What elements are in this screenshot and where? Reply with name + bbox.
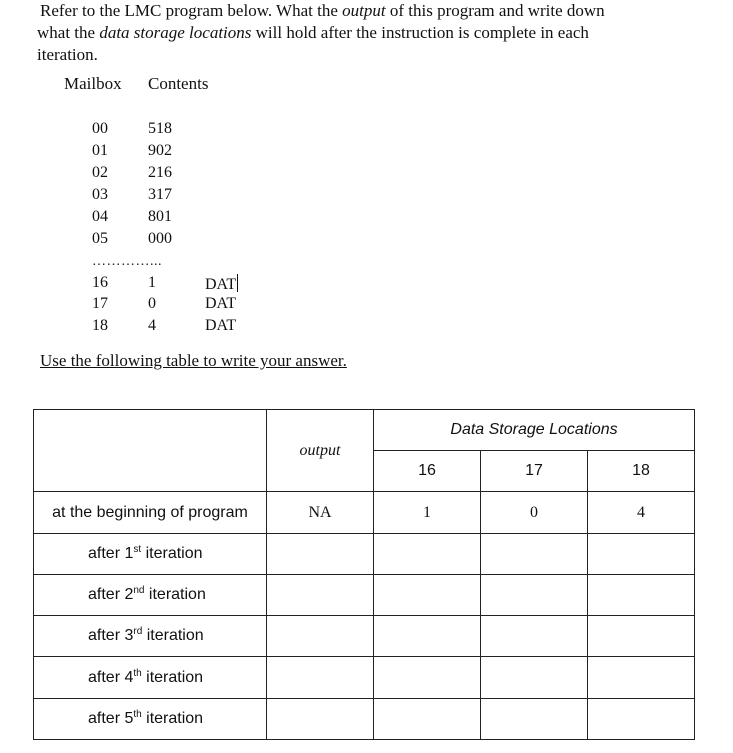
row-label-start: at the beginning of program	[34, 492, 267, 534]
answer-cell-16[interactable]	[374, 616, 481, 657]
row-label-iter5: after 5th iteration	[34, 699, 267, 740]
answer-cell-output[interactable]	[267, 699, 374, 740]
mailbox-00: 00	[92, 120, 108, 137]
question-text	[37, 0, 727, 66]
mailbox-17: 17	[92, 295, 108, 312]
answer-cell-17[interactable]	[481, 575, 588, 616]
type-16	[205, 274, 238, 294]
table-row	[34, 699, 695, 740]
answer-cell-18[interactable]	[588, 575, 695, 616]
mailbox-05: 05	[92, 230, 108, 247]
question-line1-end: of this program and write down	[385, 1, 605, 20]
row-label-iter2: after 2nd iteration	[34, 575, 267, 616]
mailbox-02: 02	[92, 164, 108, 181]
loc-header-17: 17	[481, 451, 588, 492]
contents-01: 902	[148, 142, 172, 159]
table-row	[34, 657, 695, 699]
contents-02: 216	[148, 164, 172, 181]
answer-cell-16[interactable]	[374, 657, 481, 699]
mailbox-01: 01	[92, 142, 108, 159]
listing-ellipsis: …………...	[92, 254, 162, 269]
answer-cell-17[interactable]	[481, 616, 588, 657]
type-17: DAT	[205, 295, 237, 312]
question-line3: iteration.	[37, 45, 98, 64]
question-emphasis-output: output	[342, 1, 386, 20]
answer-cell-17[interactable]	[481, 534, 588, 575]
contents-03: 317	[148, 186, 172, 203]
start-value-16: 1	[374, 492, 481, 534]
question-emphasis-dsl: data storage locations	[99, 23, 252, 42]
answer-cell-output[interactable]	[267, 657, 374, 699]
start-value-17: 0	[481, 492, 588, 534]
mailbox-header: Mailbox	[64, 74, 122, 93]
row-label-iter4: after 4th iteration	[34, 657, 267, 699]
answer-cell-16[interactable]	[374, 699, 481, 740]
contents-17: 0	[148, 295, 156, 312]
table-row	[34, 492, 695, 534]
loc-header-16: 16	[374, 451, 481, 492]
answer-cell-output[interactable]	[267, 575, 374, 616]
contents-00: 518	[148, 120, 172, 137]
answer-cell-18[interactable]	[588, 616, 695, 657]
answer-cell-17[interactable]	[481, 657, 588, 699]
answer-cell-18[interactable]	[588, 699, 695, 740]
row-label-iter1: after 1st iteration	[34, 534, 267, 575]
output-header: output	[267, 410, 374, 492]
question-line2: what the	[37, 23, 100, 42]
table-row	[34, 575, 695, 616]
contents-04: 801	[148, 208, 172, 225]
question-line1: Refer to the LMC program below. What the	[40, 1, 343, 20]
answer-cell-16[interactable]	[374, 575, 481, 616]
loc-header-18: 18	[588, 451, 695, 492]
answer-cell-18[interactable]	[588, 534, 695, 575]
table-row	[34, 616, 695, 657]
answer-table	[33, 409, 695, 740]
text-cursor	[237, 274, 238, 292]
mailbox-03: 03	[92, 186, 108, 203]
mailbox-04: 04	[92, 208, 108, 225]
mailbox-16: 16	[92, 274, 108, 291]
answer-cell-17[interactable]	[481, 699, 588, 740]
answer-cell-16[interactable]	[374, 534, 481, 575]
answer-cell-18[interactable]	[588, 657, 695, 699]
question-line2-end: will hold after the instruction is complete in each	[251, 23, 589, 42]
dsl-header: Data Storage Locations	[374, 410, 695, 451]
contents-05: 000	[148, 230, 172, 247]
instruction-text: Use the following table to write your answer.	[40, 351, 347, 370]
table-row	[34, 534, 695, 575]
contents-16: 1	[148, 274, 156, 291]
answer-cell-output[interactable]	[267, 534, 374, 575]
type-18: DAT	[205, 317, 237, 334]
corner-cell	[34, 410, 267, 492]
answer-cell-output[interactable]	[267, 616, 374, 657]
contents-header: Contents	[148, 74, 209, 93]
mailbox-18: 18	[92, 317, 108, 334]
start-output: NA	[267, 492, 374, 534]
row-label-iter3: after 3rd iteration	[34, 616, 267, 657]
contents-18: 4	[148, 317, 156, 334]
start-value-18: 4	[588, 492, 695, 534]
type-16-text: DAT	[205, 276, 237, 293]
